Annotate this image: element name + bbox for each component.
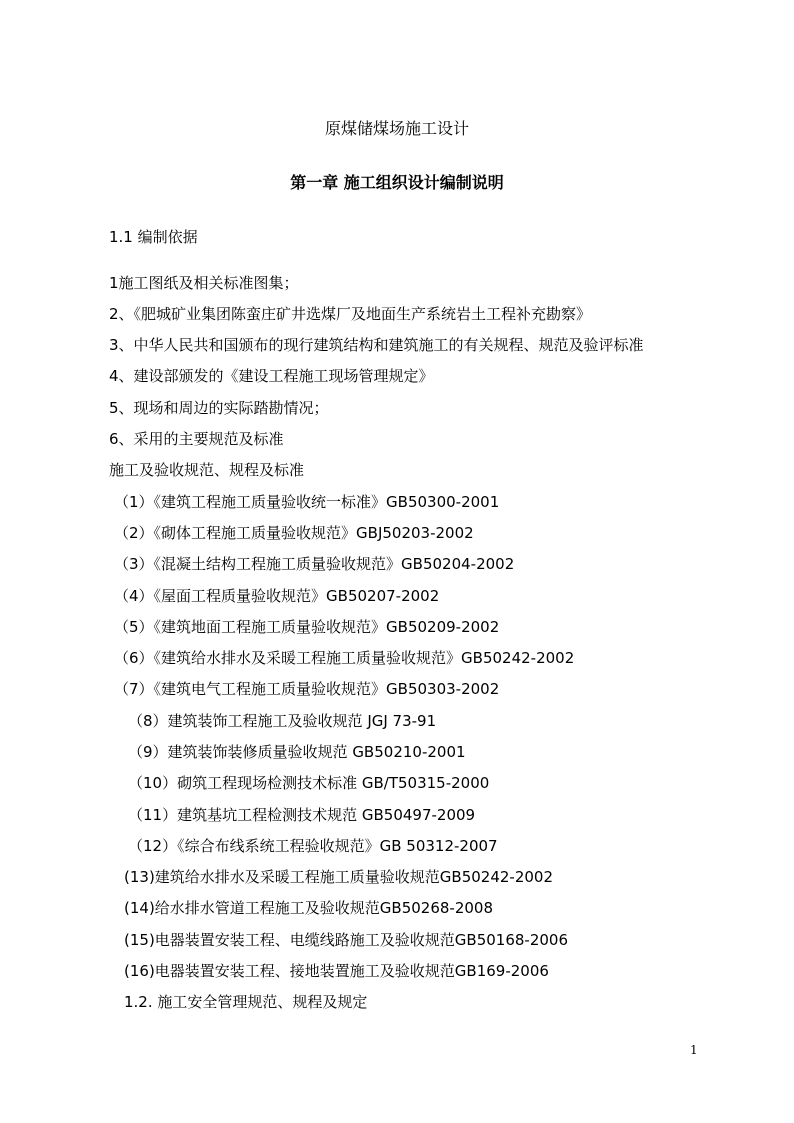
document-title: 原煤储煤场施工设计 [324, 119, 469, 138]
spec-item: （8）建筑装饰工程施工及验收规范 JGJ 73-91 [128, 712, 437, 730]
spec-item: （10）砌筑工程现场检测技术标准 GB/T50315-2000 [128, 774, 490, 792]
spec-heading: 施工及验收规范、规程及标准 [109, 461, 305, 479]
section-heading-1-2: 1.2. 施工安全管理规范、规程及规定 [124, 993, 368, 1011]
spec-item: （5）《建筑地面工程施工质量验收规范》GB50209-2002 [114, 618, 500, 636]
page-number: 1 [690, 1043, 698, 1057]
spec-item: （2）《砌体工程施工质量验收规范》GBJ50203-2002 [114, 524, 474, 542]
basis-item: 2、《肥城矿业集团陈蛮庄矿井选煤厂及地面生产系统岩土工程补充勘察》 [109, 305, 592, 323]
chapter-title: 第一章 施工组织设计编制说明 [290, 173, 504, 192]
spec-item: (13)建筑给水排水及采暖工程施工质量验收规范GB50242-2002 [124, 868, 554, 886]
basis-item: 3、中华人民共和国颁布的现行建筑结构和建筑施工的有关规程、规范及验评标准 [109, 336, 644, 354]
basis-item: 1施工图纸及相关标准图集； [109, 274, 299, 292]
spec-item: （9）建筑装饰装修质量验收规范 GB50210-2001 [128, 743, 466, 761]
spec-item: (14)给水排水管道工程施工及验收规范GB50268-2008 [124, 899, 494, 917]
spec-item: （11）建筑基坑工程检测技术规范 GB50497-2009 [128, 806, 476, 824]
spec-item: (15)电器装置安装工程、电缆线路施工及验收规范GB50168-2006 [124, 931, 569, 949]
spec-item: （6）《建筑给水排水及采暖工程施工质量验收规范》GB50242-2002 [114, 649, 575, 667]
spec-item: （4）《屋面工程质量验收规范》GB50207-2002 [114, 587, 440, 605]
spec-item: （7）《建筑电气工程施工质量验收规范》GB50303-2002 [114, 680, 500, 698]
basis-item: 6、采用的主要规范及标准 [109, 430, 284, 448]
basis-item: 5、现场和周边的实际踏勘情况； [109, 399, 329, 417]
basis-item: 4、建设部颁发的《建设工程施工现场管理规定》 [109, 367, 434, 385]
spec-item: (16)电器装置安装工程、接地装置施工及验收规范GB169-2006 [124, 962, 549, 980]
spec-item: （1）《建筑工程施工质量验收统一标准》GB50300-2001 [114, 493, 500, 511]
section-heading-1-1: 1.1 编制依据 [109, 228, 198, 246]
spec-item: （12）《综合布线系统工程验收规范》GB 50312-2007 [128, 837, 498, 855]
spec-item: （3）《混凝土结构工程施工质量验收规范》GB50204-2002 [114, 555, 515, 573]
